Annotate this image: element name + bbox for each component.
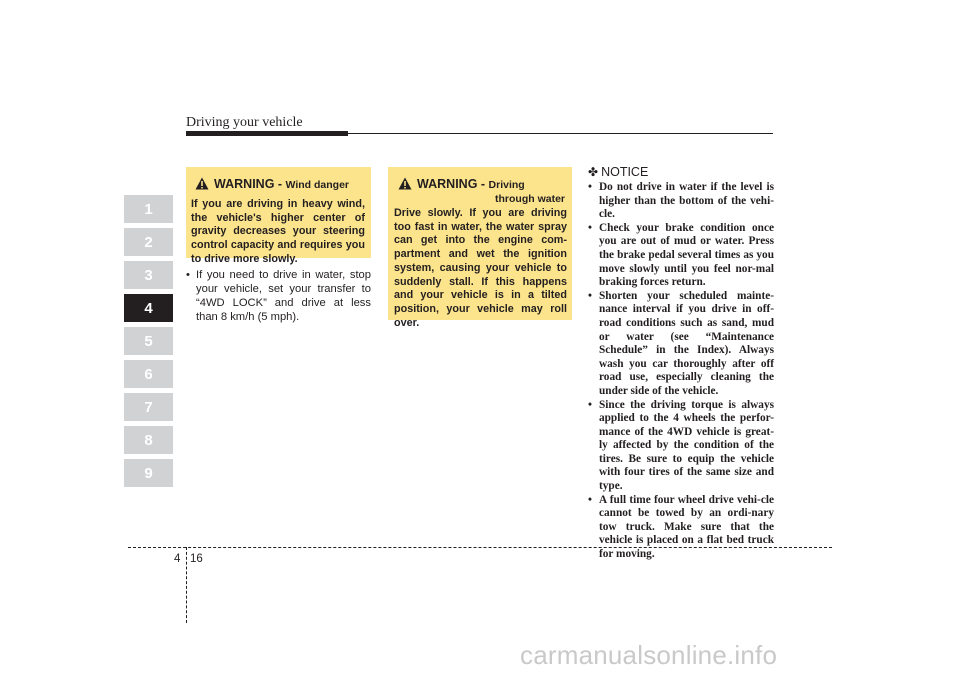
footer-chapter-number: 4 bbox=[174, 553, 181, 565]
water-driving-bullet bbox=[186, 268, 371, 324]
chapter-tab-4[interactable]: 4 bbox=[124, 294, 173, 322]
warning-triangle-icon bbox=[398, 177, 412, 190]
warning-header bbox=[398, 175, 567, 206]
footer-rule bbox=[128, 547, 832, 548]
warning-box-water bbox=[388, 167, 572, 329]
warning-triangle-icon bbox=[195, 177, 209, 190]
chapter-tab-2[interactable]: 2 bbox=[124, 228, 173, 256]
chapter-tab-5[interactable]: 5 bbox=[124, 327, 173, 355]
warning-subject-line2: through water bbox=[495, 193, 565, 205]
warning-body: Drive slowly. If you are driving too fast in water, the water spray can get into the engine com-partment and wet the ignition system, causing your vehicle to suddenly stall. If this happens and your vehicle is in a tilted position, your vehicle may roll over. bbox=[394, 207, 567, 329]
warning-box-wind bbox=[186, 167, 371, 265]
warning-subject-line1: Driving bbox=[488, 179, 525, 191]
footer-divider bbox=[186, 547, 187, 623]
chapter-tab-9[interactable]: 9 bbox=[124, 459, 173, 487]
list-item: • Do not drive in water if the level is higher than the bottom of the vehi-cle. bbox=[588, 181, 774, 221]
warning-header bbox=[195, 175, 365, 193]
warning-body: If you are driving in heavy wind, the vehicle's higher center of gravity decreases your steering control capacity and requires you to drive more slowly. bbox=[191, 198, 365, 265]
warning-subject: Wind danger bbox=[285, 179, 350, 191]
notice-star-icon: ✤ bbox=[588, 165, 599, 179]
notice-title: NOTICE bbox=[601, 165, 649, 179]
chapter-tab-8[interactable]: 8 bbox=[124, 426, 173, 454]
warning-label: WARNING - bbox=[417, 177, 489, 191]
list-item: • A full time four wheel drive vehi-cle cannot be towed by an ordi-nary tow truck. Make sure that the vehicle is placed on a flat bed truck for moving. bbox=[588, 493, 774, 561]
header-rule bbox=[348, 133, 773, 134]
chapter-tab-6[interactable]: 6 bbox=[124, 360, 173, 388]
notice-section bbox=[588, 165, 774, 562]
chapter-tab-7[interactable]: 7 bbox=[124, 393, 173, 421]
list-item: • Check your brake condition once you are out of mud or water. Press the brake pedal several times as you move slowly until you feel nor-mal braking forces return. bbox=[588, 221, 774, 289]
notice-heading bbox=[588, 165, 774, 179]
footer-page-number: 16 bbox=[190, 553, 203, 565]
page-header-title: Driving your vehicle bbox=[186, 115, 303, 130]
warning-label: WARNING - bbox=[214, 177, 286, 191]
chapter-tab-3[interactable]: 3 bbox=[124, 261, 173, 289]
list-item: • Since the driving torque is always applied to the 4 wheels the perfor-mance of the 4WD vehicle is great-ly affected by the condition of the tires. Be sure to equip the vehicle with four tires of the same size and type. bbox=[588, 398, 774, 493]
notice-list bbox=[588, 181, 774, 562]
chapter-tabs bbox=[124, 195, 173, 492]
header-bar bbox=[186, 131, 348, 136]
chapter-tab-1[interactable]: 1 bbox=[124, 195, 173, 223]
watermark-text: carmanualsonline.info bbox=[520, 640, 778, 670]
bullet-text: If you need to drive in water, stop your vehicle, set your transfer to “4WD LOCK” and drive at less than 8 km/h (5 mph). bbox=[196, 269, 371, 323]
bullet-dot: • bbox=[186, 269, 190, 281]
list-item: • Shorten your scheduled mainte-nance interval if you drive in off-road conditions such as sand, mud or water (see “Maintenance Schedule” in the Index). Always wash you car thoroughly after off road use, especially cleaning the under side of the vehicle. bbox=[588, 289, 774, 397]
